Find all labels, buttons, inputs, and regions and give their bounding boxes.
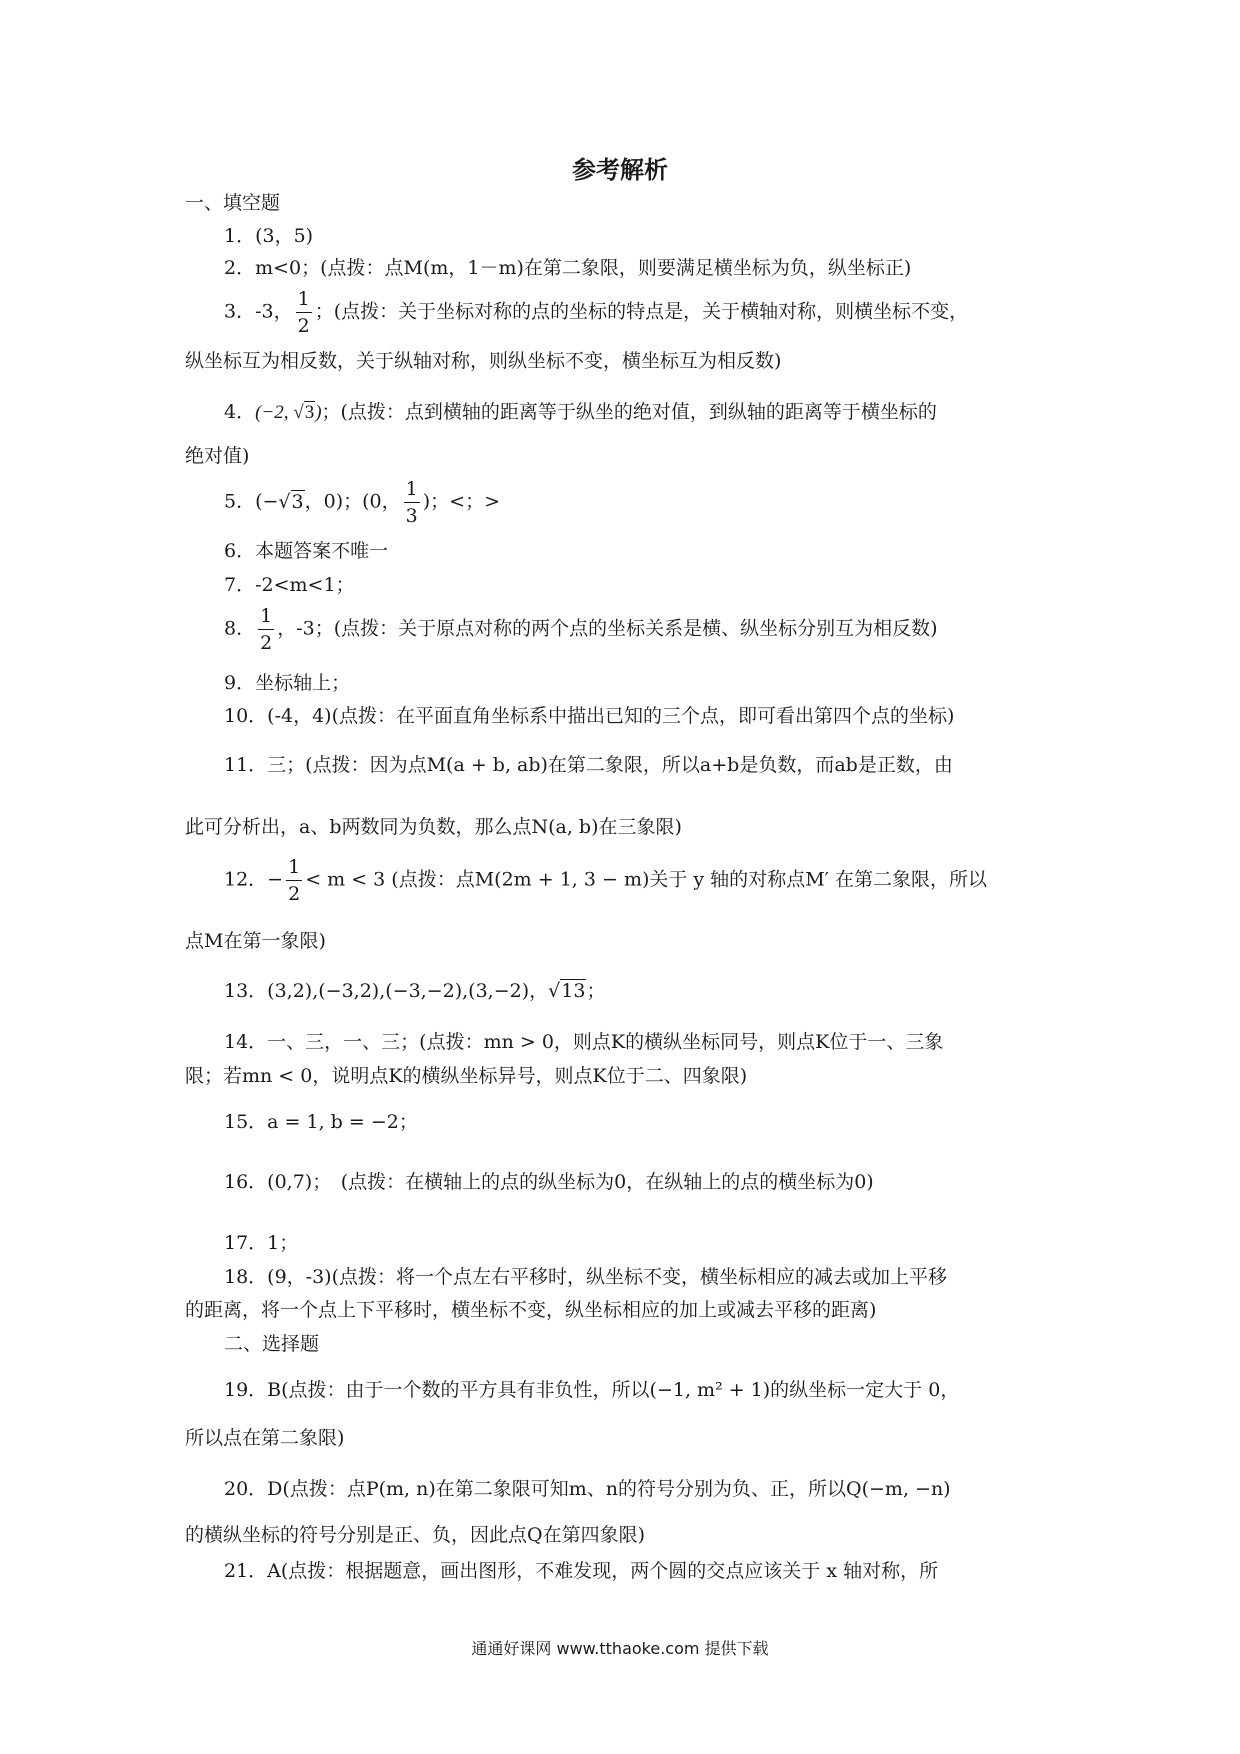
answer-14-continued: 限；若mn < 0，说明点K的横纵坐标异号，则点K位于二、四象限) — [185, 1065, 748, 1087]
fraction-one-half — [296, 286, 312, 339]
sqrt-symbol: √3 — [293, 402, 315, 423]
answer-11-continued: 此可分析出，a、b两数同为负数，那么点N(a, b)在三象限) — [185, 816, 682, 838]
answer-3 — [224, 286, 968, 339]
answer-18: 18．(9，-3)(点拨：将一个点左右平移时，纵坐标不变，横坐标相应的减去或加上平移 — [224, 1266, 948, 1288]
answer-4-prefix: 4． — [224, 401, 256, 423]
answer-11: 11．三；(点拨：因为点M(a + b, ab)在第二象限，所以a+b是负数，而ab是正数，由 — [224, 754, 953, 776]
numerator: 1 — [404, 476, 420, 503]
section-choice-heading: 二、选择题 — [224, 1333, 320, 1355]
answer-8-prefix: 8． — [224, 617, 256, 640]
answer-14: 14．一、三，一、三；(点拨：mn > 0，则点K的横纵坐标同号，则点K位于一、三象 — [224, 1031, 944, 1053]
answer-3-continued: 纵坐标互为相反数，关于纵轴对称，则纵坐标不变，横坐标互为相反数) — [185, 350, 782, 372]
radicand: 13 — [561, 980, 586, 1002]
answer-13-prefix: 13．(3,2),(−3,2),(−3,−2),(3,−2)， — [224, 980, 549, 1002]
answer-19: 19．B(点拨：由于一个数的平方具有非负性，所以(−1, m² + 1)的纵坐标一定大于 0， — [224, 1379, 960, 1401]
answer-4-continued: 绝对值) — [185, 445, 250, 467]
answer-20: 20．D(点拨：点P(m, n)在第二象限可知m、n的符号分别为负、正，所以Q(−m, −n) — [224, 1478, 951, 1500]
denominator: 2 — [260, 632, 273, 654]
answer-8-text: ，-3；(点拨：关于原点对称的两个点的坐标关系是横、纵坐标分别互为相反数) — [277, 617, 938, 640]
answer-9: 9．坐标轴上； — [224, 672, 351, 694]
answer-19-continued: 所以点在第二象限) — [185, 1427, 345, 1449]
answer-12-prefix: 12．− — [224, 868, 284, 891]
answer-12-text: < m < 3 (点拨：点M(2m + 1, 3 − m)关于 y 轴的对称点M′ 在第二象限，所以 — [305, 868, 987, 891]
fraction-one-half — [286, 854, 302, 907]
page-title: 参考解析 — [572, 156, 668, 184]
answer-4 — [224, 397, 937, 424]
answer-18-continued: 的距离，将一个点上下平移时，横坐标不变，纵坐标相应的加上或减去平移的距离) — [185, 1299, 877, 1321]
answer-3-text: ；(点拨：关于坐标对称的点的坐标的特点是，关于横轴对称，则横坐标不变， — [314, 300, 969, 323]
answer-3-prefix: 3．-3， — [224, 300, 293, 323]
sqrt-symbol: √3 — [278, 490, 304, 513]
answer-4-coord — [255, 402, 321, 423]
answer-5 — [224, 476, 500, 529]
answer-6: 6．本题答案不唯一 — [224, 540, 389, 562]
answer-12 — [224, 854, 987, 907]
fraction-one-third — [404, 476, 420, 529]
answer-15: 15．a = 1, b = −2； — [224, 1111, 418, 1133]
denominator: 3 — [405, 505, 418, 527]
answer-5-prefix: 5．(− — [224, 490, 279, 513]
numerator: 1 — [286, 854, 302, 881]
numerator: 1 — [296, 286, 312, 313]
radicand: 3 — [291, 490, 304, 513]
denominator: 2 — [297, 315, 310, 337]
answer-4-text: ；(点拨：点到横轴的距离等于纵坐的绝对值，到纵轴的距离等于横坐标的 — [321, 401, 937, 423]
answer-5-middle: ，0)；(0， — [304, 490, 401, 513]
coord-close: ) — [315, 402, 322, 423]
answer-1: 1．(3，5) — [224, 225, 314, 247]
fraction-one-half — [258, 603, 274, 656]
answer-2: 2．m<0；(点拨：点M(m，1－m)在第二象限，则要满足横坐标为负，纵坐标正) — [224, 257, 912, 279]
answer-13 — [224, 976, 605, 1003]
answer-13-suffix: ； — [586, 980, 606, 1002]
answer-21: 21．A(点拨：根据题意，画出图形，不难发现，两个圆的交点应该关于 x 轴对称，所 — [224, 1560, 939, 1582]
answer-20-continued: 的横纵坐标的符号分别是正、负，因此点Q在第四象限) — [185, 1524, 645, 1546]
radicand: 3 — [304, 402, 315, 423]
answer-12-continued: 点M在第一象限) — [185, 930, 326, 952]
answer-16: 16．(0,7)； (点拨：在横轴上的点的纵坐标为0，在纵轴上的点的横坐标为0) — [224, 1171, 874, 1193]
numerator: 1 — [258, 603, 274, 630]
answer-7: 7．-2<m<1； — [224, 574, 355, 596]
coord-open: (−2, — [255, 402, 294, 423]
answer-5-text: )；<；> — [422, 490, 500, 513]
page-footer: 通通好课网 www.tthaoke.com 提供下载 — [471, 1639, 769, 1658]
answer-10: 10．(-4，4)(点拨：在平面直角坐标系中描出已知的三个点，即可看出第四个点的坐标) — [224, 705, 955, 727]
section-fill-heading: 一、填空题 — [185, 192, 281, 214]
answer-17: 17．1； — [224, 1232, 299, 1254]
denominator: 2 — [288, 883, 301, 905]
sqrt-symbol: √13 — [548, 980, 586, 1002]
answer-8 — [224, 603, 938, 656]
